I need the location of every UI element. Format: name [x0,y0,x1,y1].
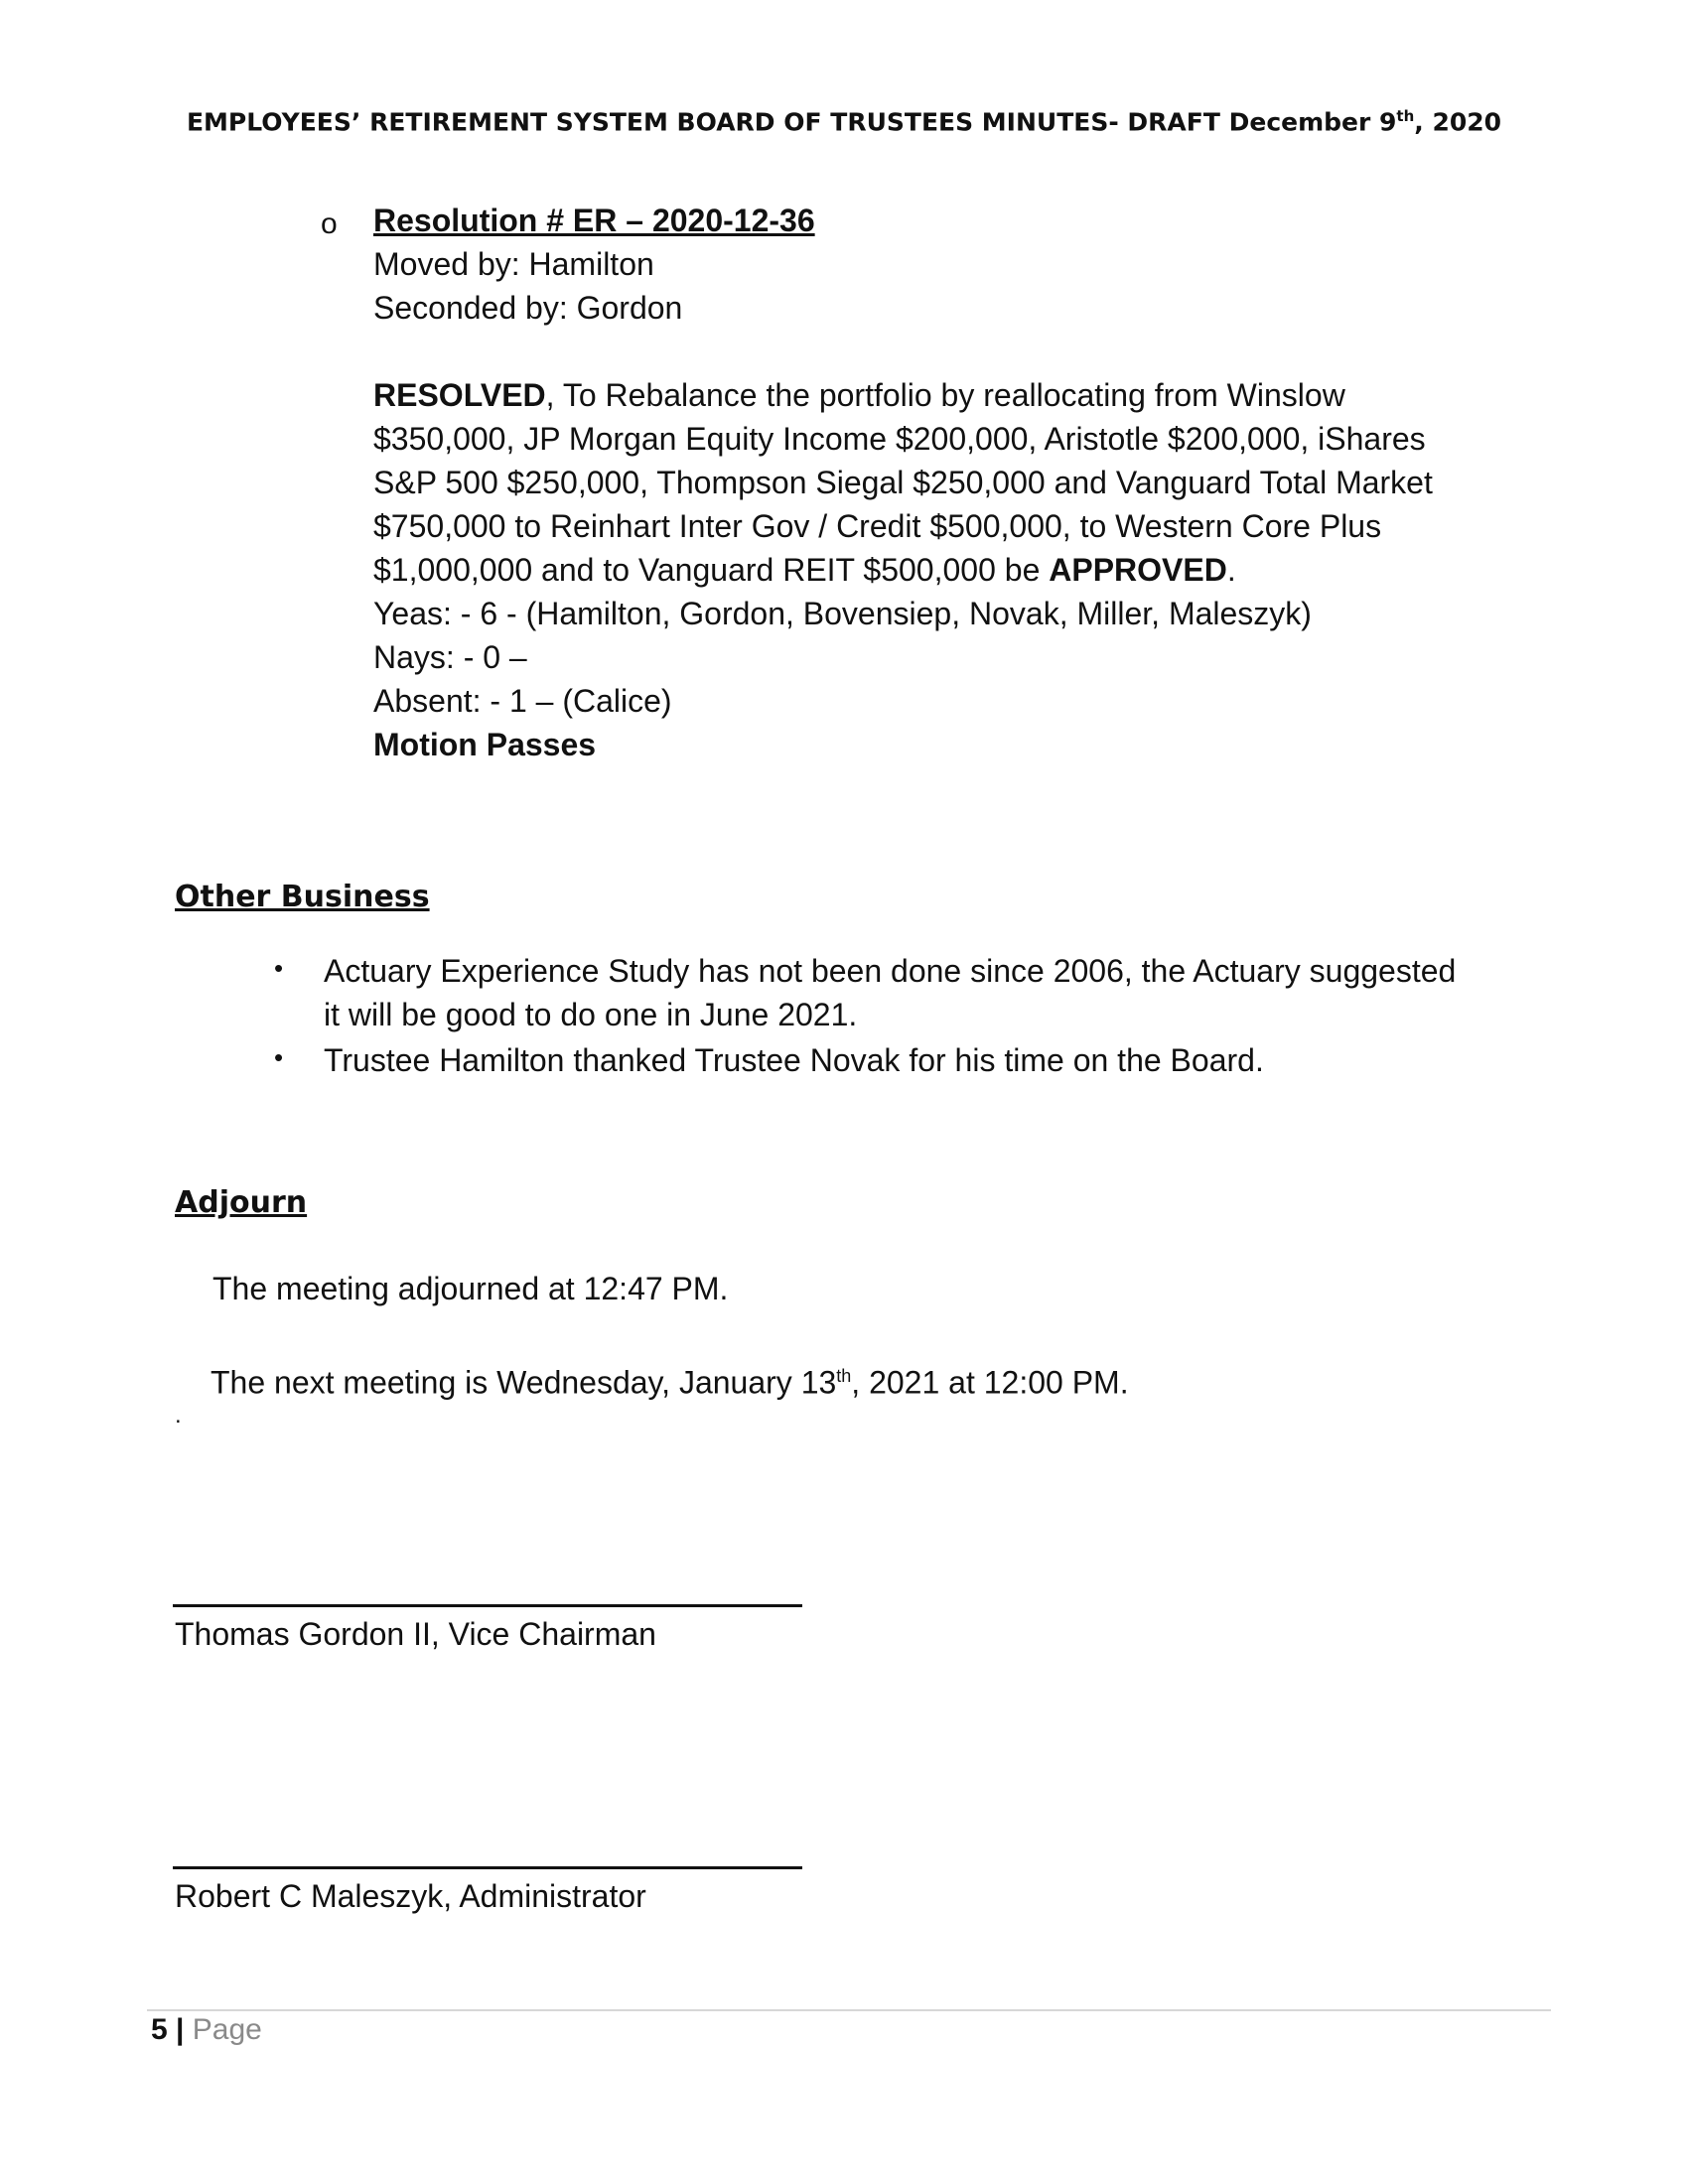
resolved-line-3: S&P 500 $250,000, Thompson Siegal $250,000 and Vanguard Total Market [373,465,1433,500]
item-1-line-1: Actuary Experience Study has not been done since 2006, the Actuary suggested [324,953,1457,989]
absent-line: Absent: - 1 – (Calice) [373,683,672,719]
signature-line-1 [173,1604,802,1607]
header-title-sup: th [1396,107,1415,125]
moved-by: Moved by: Hamilton [373,246,654,282]
signer-1: Thomas Gordon II, Vice Chairman [175,1616,656,1652]
resolved-line-5 [373,548,1433,592]
page-header [0,107,1688,136]
approved-label: APPROVED [1049,552,1227,588]
next-meeting-sup: th [836,1366,852,1386]
motion-outcome-text: Motion Passes [373,727,597,762]
resolved-line-2: $350,000, JP Morgan Equity Income $200,000, Aristotle $200,000, iShares [373,421,1426,457]
header-title-end: , 2020 [1414,107,1502,137]
spacer [373,330,1433,373]
resolution-title: Resolution # ER – 2020-12-36 [373,203,815,238]
signature-line-2 [173,1866,802,1869]
other-business-heading: Other Business [175,880,430,914]
nays-line: Nays: - 0 – [373,639,527,675]
next-meeting-text: The next meeting is Wednesday, January 13 [211,1364,837,1401]
resolved-label: RESOLVED [373,377,546,413]
adjourn-heading: Adjourn [175,1185,308,1220]
item-1-line-2: it will be good to do one in June 2021. [324,997,858,1032]
bullet-2-glyph: • [274,1042,284,1072]
page-footer [151,2013,262,2047]
page-number: 5 [151,2013,168,2046]
other-business-item-2: Trustee Hamilton thanked Trustee Novak for his time on the Board. [324,1042,1264,1078]
bullet-1-glyph: • [274,953,284,983]
stray-dot: . [175,1402,182,1429]
resolution-body [373,242,1433,766]
page-separator: | [176,2013,185,2046]
next-meeting [211,1354,1129,1405]
resolved-line-1 [373,373,1433,417]
resolved-line-5-text: $1,000,000 and to Vanguard REIT $500,000 be [373,552,1050,588]
adjourned-time: The meeting adjourned at 12:47 PM. [212,1271,729,1306]
footer-rule [147,2009,1551,2011]
motion-outcome [373,723,1433,766]
next-meeting-end: , 2021 at 12:00 PM. [851,1364,1129,1401]
other-business-item-1 [324,949,1456,1036]
yeas-line: Yeas: - 6 - (Hamilton, Gordon, Bovensiep, Novak, Miller, Maleszyk) [373,596,1312,631]
resolved-line-1-text: , To Rebalance the portfolio by reallocating from Winslow [545,377,1345,413]
seconded-by: Seconded by: Gordon [373,290,683,326]
header-title: EMPLOYEES’ RETIREMENT SYSTEM BOARD OF TRUSTEES MINUTES- DRAFT December 9 [186,107,1397,137]
resolved-line-4: $750,000 to Reinhart Inter Gov / Credit $500,000, to Western Core Plus [373,508,1382,544]
resolved-line-5-end: . [1226,552,1236,588]
page-label: Page [192,2013,262,2046]
signer-2: Robert C Maleszyk, Administrator [175,1878,646,1914]
resolution-marker: o [321,207,338,240]
